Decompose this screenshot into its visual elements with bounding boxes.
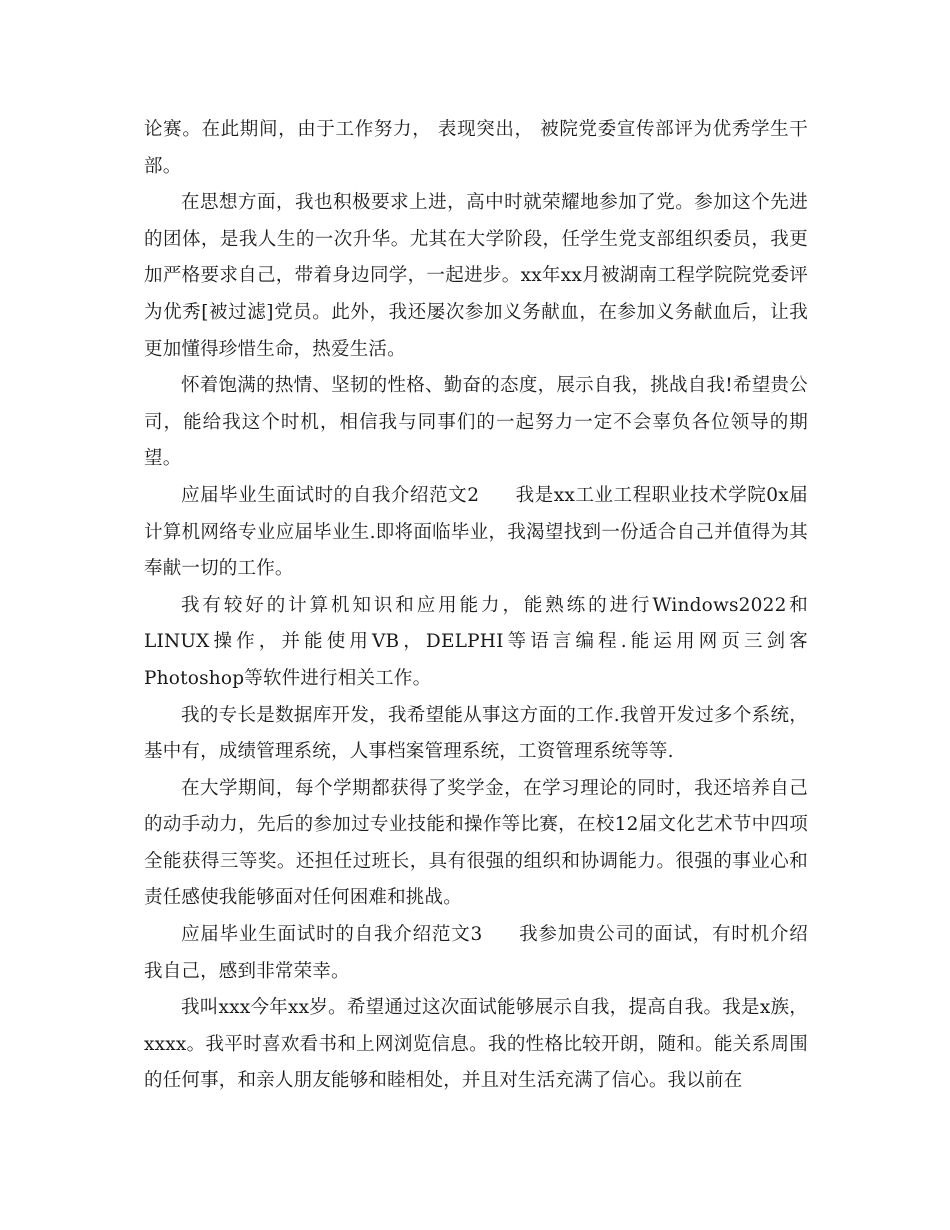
document-body <box>144 112 808 1100</box>
paragraph: 论赛。在此期间，由于工作努力， 表现突出， 被院党委宣传部评为优秀学生干部。 <box>144 119 808 177</box>
paragraph-text: 我是xx工业工程职业技术学院0x届计算机网络专业应届毕业生.即将面临毕业，我渴望找到一份适合自己并值得为其奉献一切的工作。 <box>144 484 808 580</box>
paragraph: 在思想方面，我也积极要求上进，高中时就荣耀地参加了党。参加这个先进的团体，是我人生的一次升华。尤其在大学阶段，任学生党支部组织委员，我更加严格要求自己，带着身边同学，一起进步。xx年xx月被湖南工程学院院党委评为优秀[被过滤]党员。此外，我还屡次参加义务献血，在参加义务献血后，让我更加懂得珍惜生命，热爱生活。 <box>144 192 808 360</box>
paragraph: 在大学期间，每个学期都获得了奖学金，在学习理论的同时，我还培养自己的动手动力，先后的参加过专业技能和操作等比赛，在校12届文化艺术节中四项全能获得三等奖。还担任过班长，具有很强的组织和协调能力。很强的事业心和责任感使我能够面对任何困难和挑战。 <box>144 777 808 909</box>
paragraph: 我叫xxx今年xx岁。希望通过这次面试能够展示自我，提高自我。我是x族，xxxx。我平时喜欢看书和上网浏览信息。我的性格比较开朗，随和。能关系周围的任何事，和亲人朋友能够和睦相处，并且对生活充满了信心。我以前在 <box>144 997 808 1092</box>
paragraph: 我的专长是数据库开发，我希望能从事这方面的工作.我曾开发过多个系统，基中有，成绩管理系统，人事档案管理系统，工资管理系统等等. <box>144 704 808 763</box>
paragraph: 怀着饱满的热情、坚韧的性格、勤奋的态度，展示自我，挑战自我!希望贵公司，能给我这个时机，相信我与同事们的一起努力一定不会辜负各位领导的期望。 <box>144 375 808 470</box>
section-paragraph <box>144 917 808 990</box>
section-paragraph <box>144 478 808 588</box>
section-heading: 应届毕业生面试时的自我介绍范文3 <box>181 924 483 946</box>
paragraph-text: 我参加贵公司的面试，有时机介绍我自己，感到非常荣幸。 <box>144 924 808 982</box>
paragraph: 我有较好的计算机知识和应用能力，能熟练的进行Windows2022和LINUX操作，并能使用VB，DELPHI等语言编程.能运用网页三剑客Photoshop等软件进行相关工作。 <box>144 594 808 689</box>
section-heading: 应届毕业生面试时的自我介绍范文2 <box>181 484 480 506</box>
